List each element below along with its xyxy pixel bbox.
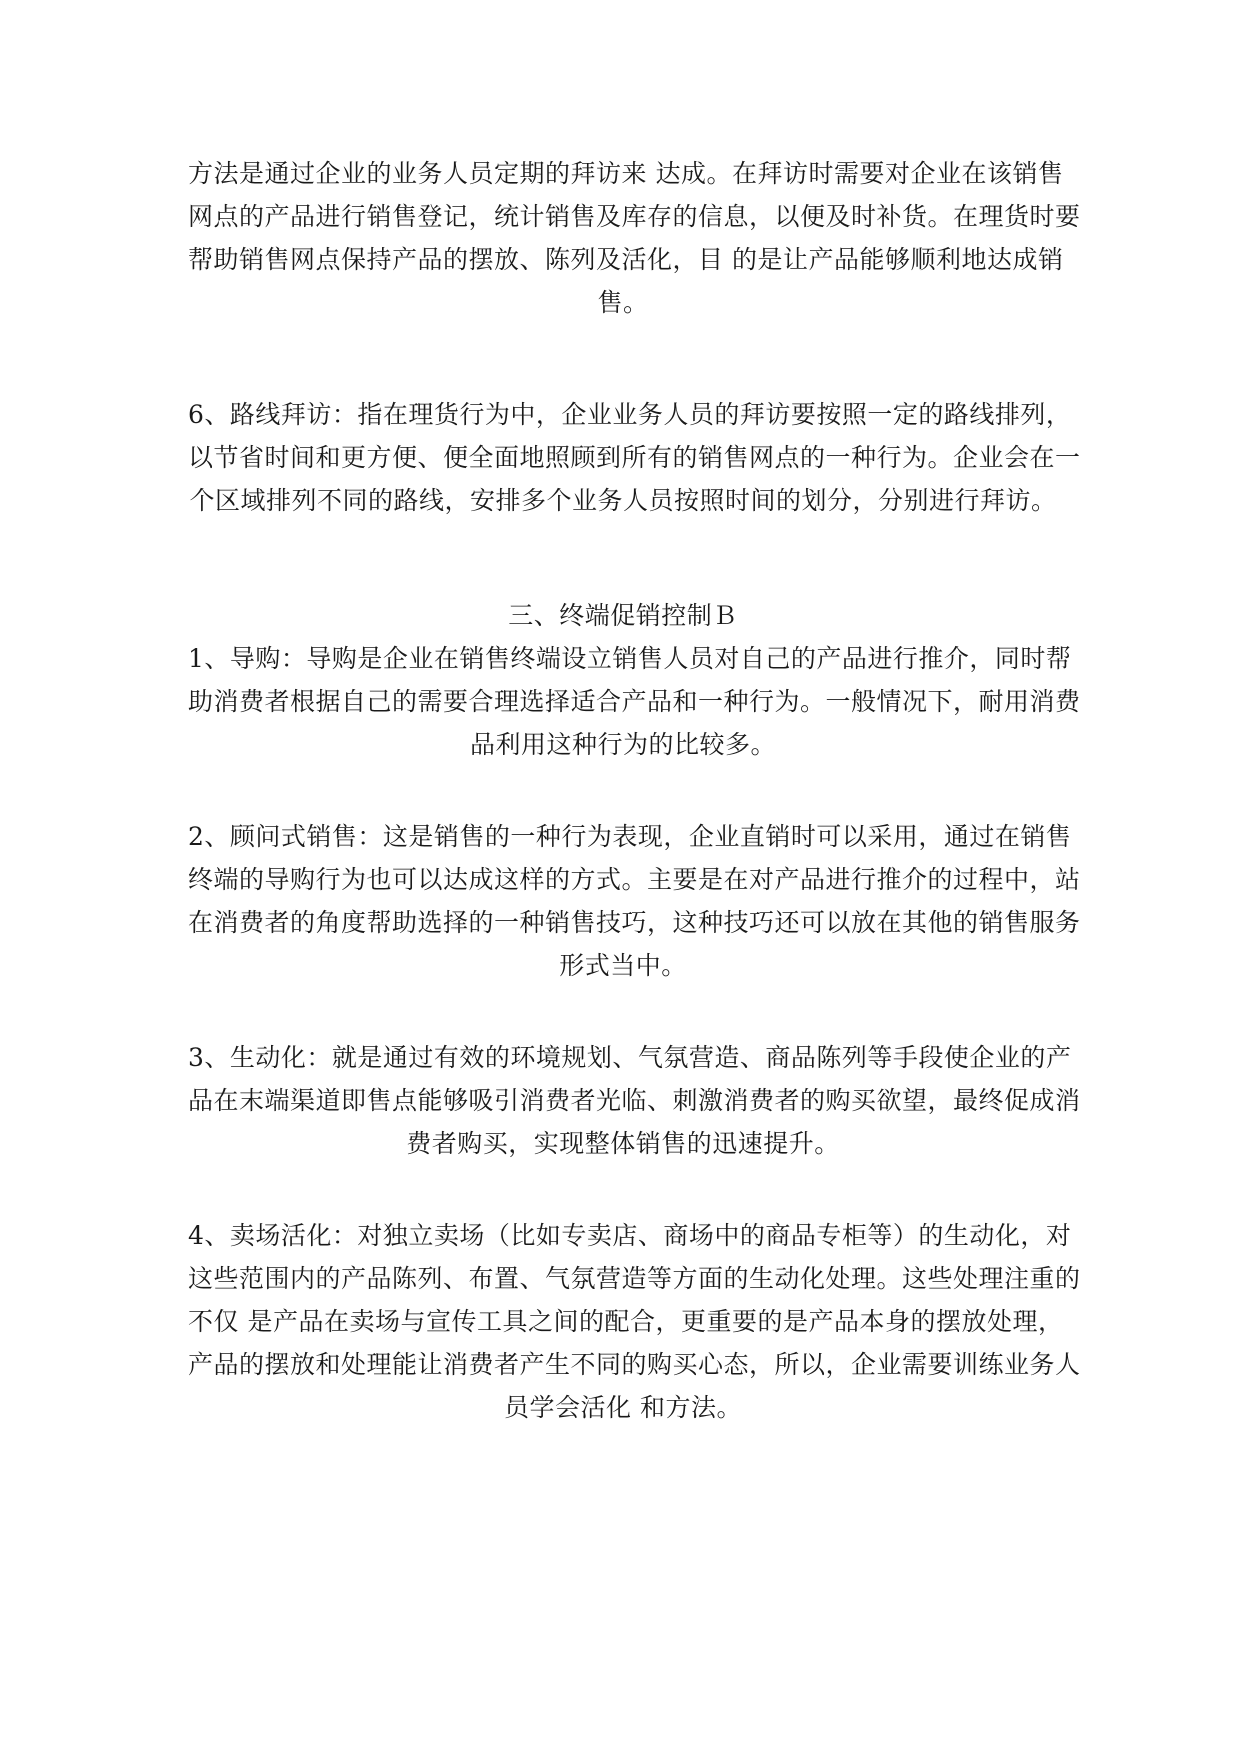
text-line: 在消费者的角度帮助选择的一种销售技巧，这种技巧还可以放在其他的销售服务 [188,908,1081,937]
text-line: 网点的产品进行销售登记，统计销售及库存的信息，以便及时补货。在理货时要 [188,202,1081,231]
text-line: 3、生动化：就是通过有效的环境规划、气氛营造、商品陈列等手段使企业的产 [188,1043,1072,1072]
text-line: 形式当中。 [559,951,687,980]
text-line: 个区域排列不同的路线，安排多个业务人员按照时间的划分，分别进行拜访。 [189,486,1057,515]
text-line: 品利用这种行为的比较多。 [469,730,776,759]
text-line: 助消费者根据自己的需要合理选择适合产品和一种行为。一般情况下，耐用消费 [188,687,1081,716]
text-line: 这些范围内的产品陈列、布置、气氛营造等方面的生动化处理。这些处理注重的 [188,1264,1081,1293]
text-line: 4、卖场活化：对独立卖场（比如专卖店、商场中的商品专柜等）的生动化，对 [188,1221,1072,1250]
section-heading: 三、终端促销控制Ｂ [508,601,738,630]
text-line: 1、导购：导购是企业在销售终端设立销售人员对自己的产品进行推介，同时帮 [188,644,1072,673]
text-line: 售。 [597,288,649,317]
text-line: 费者购买，实现整体销售的迅速提升。 [406,1129,840,1158]
text-line: 产品的摆放和处理能让消费者产生不同的购买心态，所以，企业需要训练业务人 [188,1350,1081,1379]
text-line: 员学会活化 和方法。 [504,1393,742,1422]
text-line: 以节省时间和更方便、便全面地照顾到所有的销售网点的一种行为。企业会在一 [188,443,1081,472]
text-line: 品在末端渠道即售点能够吸引消费者光临、刺激消费者的购买欲望，最终促成消 [188,1086,1081,1115]
text-line: 2、顾问式销售：这是销售的一种行为表现，企业直销时可以采用，通过在销售 [188,822,1072,851]
text-line: 不仅 是产品在卖场与宣传工具之间的配合，更重要的是产品本身的摆放处理， [188,1307,1064,1336]
text-line: 终端的导购行为也可以达成这样的方式。主要是在对产品进行推介的过程中，站 [188,865,1081,894]
text-line: 方法是通过企业的业务人员定期的拜访来 达成。在拜访时需要对企业在该销售 [188,159,1064,188]
text-line: 帮助销售网点保持产品的摆放、陈列及活化，目 的是让产品能够顺利地达成销 [188,245,1064,274]
text-line: 6、路线拜访：指在理货行为中，企业业务人员的拜访要按照一定的路线排列， [188,400,1072,429]
